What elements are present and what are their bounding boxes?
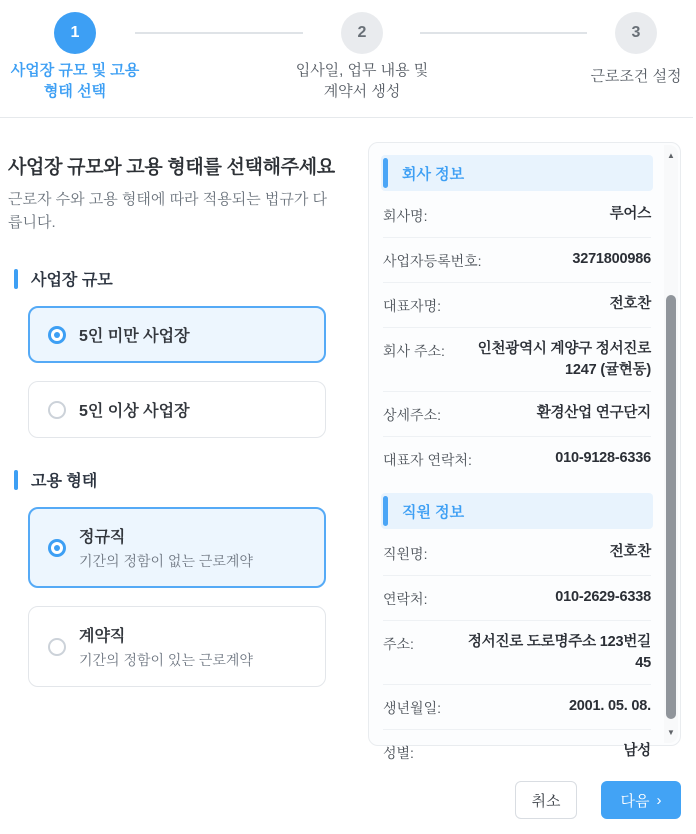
radio-selected-icon[interactable] — [48, 539, 66, 557]
row-value: 010-2629-6338 — [555, 589, 651, 606]
row-label: 대표자명: — [383, 298, 441, 314]
company-info-title: 회사 정보 — [402, 165, 465, 183]
step-2-label: 입사일, 업무 내용 및 계약서 생성 — [295, 62, 429, 100]
employee-info-rows — [381, 529, 653, 774]
row-label: 사업자등록번호: — [383, 253, 482, 269]
option-label: 5인 이상 사업장 — [79, 403, 190, 420]
row-label: 회사명: — [383, 208, 428, 224]
scroll-down-icon[interactable]: ▼ — [667, 728, 675, 737]
option-description: 기간의 정함이 있는 근로계약 — [79, 652, 253, 668]
step-3-number: 3 — [631, 24, 641, 41]
info-row-business-number — [383, 238, 651, 283]
info-row-employee-name — [383, 531, 651, 576]
option-label: 계약직 — [79, 628, 126, 645]
step-1-label: 사업장 규모 및 고용 형태 선택 — [10, 62, 140, 100]
next-button[interactable] — [601, 781, 681, 819]
info-row-address-detail — [383, 392, 651, 437]
row-value: 3271800986 — [572, 251, 651, 267]
section-bar-icon — [383, 496, 388, 526]
row-value: 정서진로 도로명주소 123번길 45 — [467, 634, 651, 671]
workplace-size-section-header — [14, 267, 342, 290]
header-divider — [0, 117, 693, 118]
info-row-ceo-name — [383, 283, 651, 328]
panel-scrollbar[interactable] — [664, 145, 678, 743]
info-row-ceo-phone — [383, 437, 651, 481]
row-value: 인천광역시 계양구 정서진로 1247 (귤현동) — [477, 341, 651, 378]
section-bar-icon — [14, 269, 18, 289]
row-label: 연락처: — [383, 591, 428, 608]
radio-selected-icon[interactable] — [48, 326, 66, 344]
info-summary-panel — [368, 142, 681, 762]
row-value: 전호찬 — [609, 296, 651, 312]
step-1-number: 1 — [70, 24, 80, 41]
row-label: 상세주소: — [383, 407, 441, 424]
section-bar-icon — [14, 470, 18, 490]
row-label: 성별: — [383, 745, 414, 762]
row-label: 주소: — [383, 636, 414, 653]
row-value: 환경산업 연구단지 — [536, 405, 651, 422]
step-3-indicator — [615, 12, 657, 54]
radio-unselected-icon[interactable] — [48, 401, 66, 419]
info-row-company-address — [383, 328, 651, 392]
chevron-right-icon: › — [656, 791, 662, 809]
step-3-label: 근로조건 설정 — [590, 68, 682, 85]
workplace-size-section-title: 사업장 규모 — [31, 272, 113, 289]
employment-type-section-title: 고용 형태 — [31, 473, 98, 490]
row-value: 전호찬 — [609, 544, 651, 561]
row-label: 생년월일: — [383, 700, 441, 717]
row-value: 남성 — [623, 743, 651, 760]
scroll-up-icon[interactable]: ▲ — [667, 151, 675, 160]
row-label: 직원명: — [383, 546, 428, 563]
info-row-birthdate — [383, 685, 651, 730]
row-value: 010-9128-6336 — [555, 450, 651, 467]
page-title: 사업장 규모와 고용 형태를 선택해주세요 — [8, 157, 335, 178]
step-1-indicator — [54, 12, 96, 54]
option-over-5-employees[interactable] — [28, 381, 326, 438]
wizard-footer — [515, 781, 681, 819]
info-row-employee-phone — [383, 576, 651, 621]
radio-unselected-icon[interactable] — [48, 638, 66, 656]
option-description: 기간의 정함이 없는 근로계약 — [79, 553, 253, 569]
step-connector-1 — [135, 32, 303, 34]
step-connector-2 — [420, 32, 587, 34]
row-value: 루어스 — [609, 206, 651, 222]
step-2-number: 2 — [357, 24, 367, 41]
info-row-employee-address — [383, 621, 651, 685]
option-label: 정규직 — [79, 529, 126, 546]
info-row-gender — [383, 730, 651, 774]
info-row-company-name — [383, 193, 651, 238]
option-regular-employment[interactable] — [28, 507, 326, 588]
selection-panel — [8, 152, 342, 705]
employment-type-section-header — [14, 468, 342, 491]
option-contract-employment[interactable] — [28, 606, 326, 687]
row-label: 대표자 연락처: — [383, 452, 472, 469]
option-under-5-employees[interactable] — [28, 306, 326, 363]
employee-info-title: 직원 정보 — [402, 503, 465, 521]
row-label: 회사 주소: — [383, 343, 445, 359]
cancel-button[interactable]: 취소 — [515, 781, 577, 819]
page-subtitle: 근로자 수와 고용 형태에 따라 적용되는 법규가 다릅니다. — [8, 191, 327, 231]
section-bar-icon — [383, 158, 388, 188]
option-label: 5인 미만 사업장 — [79, 328, 190, 345]
row-value: 2001. 05. 08. — [568, 698, 651, 715]
next-button-label: 다음 — [620, 792, 650, 810]
info-scroll-area[interactable] — [369, 143, 664, 762]
employee-info-header — [381, 493, 653, 529]
company-info-rows — [381, 191, 653, 481]
company-info-header — [381, 155, 653, 191]
step-2-indicator — [341, 12, 383, 54]
scrollbar-thumb[interactable] — [666, 295, 676, 719]
